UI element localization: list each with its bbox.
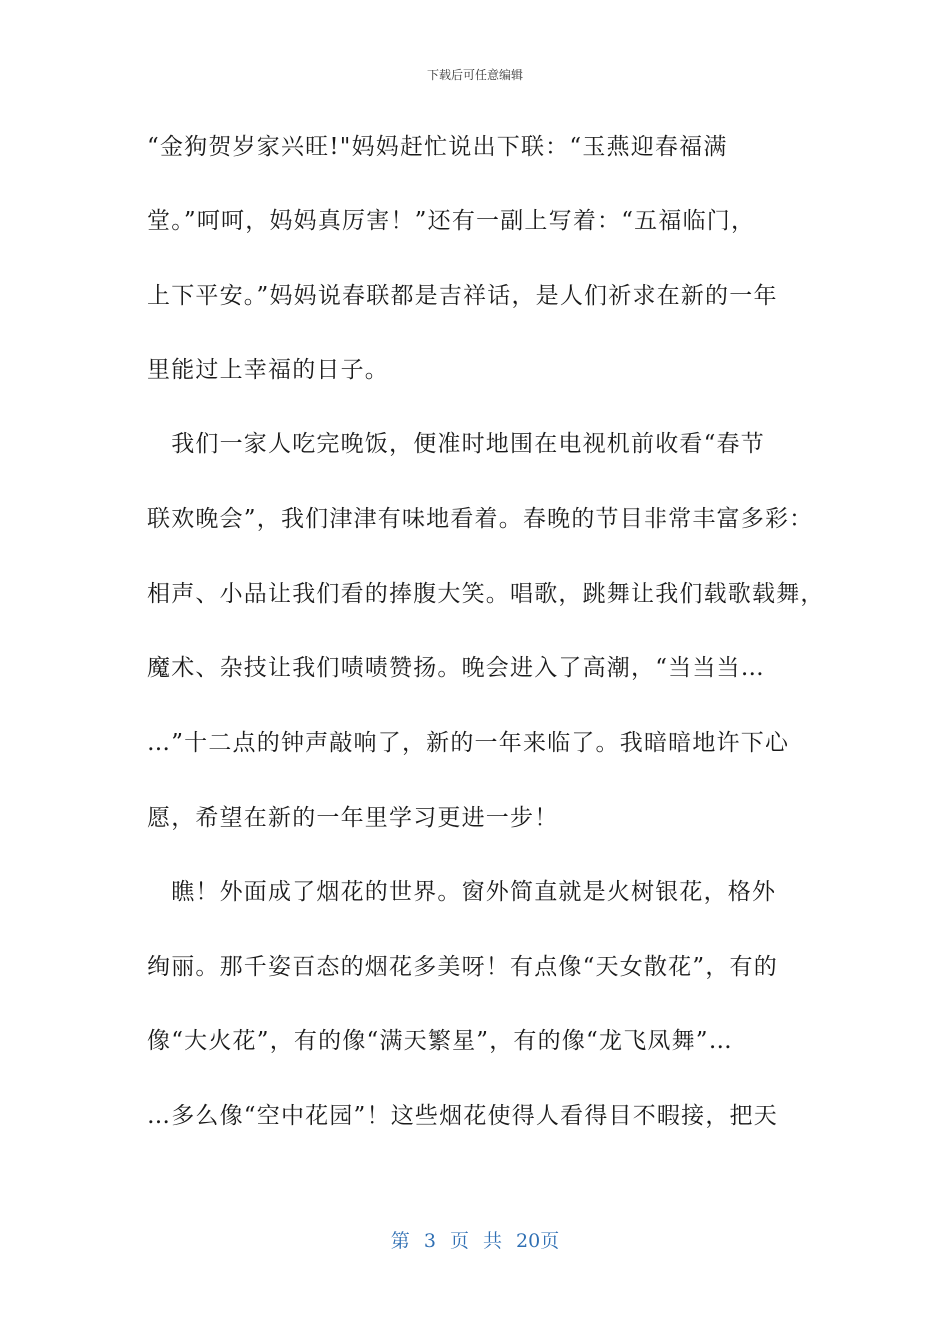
page-header: 下载后可任意编辑 — [426, 68, 523, 82]
page-number-footer: 第 3 页 共 20页 — [390, 1230, 560, 1252]
text-line: 愿，希望在新的一年里学习更进一步！ — [147, 805, 559, 831]
text-line: “金狗贺岁家兴旺!"妈妈赶忙说出下联：“玉燕迎春福满 — [147, 134, 728, 160]
text-line: 魔术、杂技让我们啧啧赞扬。晚会进入了高潮，“当当当… — [147, 655, 765, 681]
text-line: 相声、小品让我们看的捧腹大笑。唱歌，跳舞让我们载歌载舞， — [147, 581, 825, 607]
text-line: 我们一家人吃完晚饭，便准时地围在电视机前收看“春节 — [147, 431, 765, 457]
text-line: …多么像“空中花园”！这些烟花使得人看得目不暇接，把天 — [147, 1103, 778, 1129]
text-line: 绚丽。那千姿百态的烟花多美呀！有点像“天女散花”，有的 — [147, 954, 778, 980]
text-line: 联欢晚会”，我们津津有味地看着。春晚的节目非常丰富多彩： — [147, 506, 814, 532]
text-line: 像“大火花”，有的像“满天繁星”，有的像“龙飞凤舞”… — [147, 1028, 733, 1054]
text-line: 堂。”呵呵，妈妈真厉害！”还有一副上写着：“五福临门， — [147, 208, 756, 234]
text-line: …”十二点的钟声敲响了，新的一年来临了。我暗暗地许下心 — [147, 730, 790, 756]
text-line: 里能过上幸福的日子。 — [147, 357, 389, 383]
text-line: 上下平安。”妈妈说春联都是吉祥话，是人们祈求在新的一年 — [147, 283, 778, 309]
text-line: 瞧！外面成了烟花的世界。窗外简直就是火树银花，格外 — [147, 879, 777, 905]
